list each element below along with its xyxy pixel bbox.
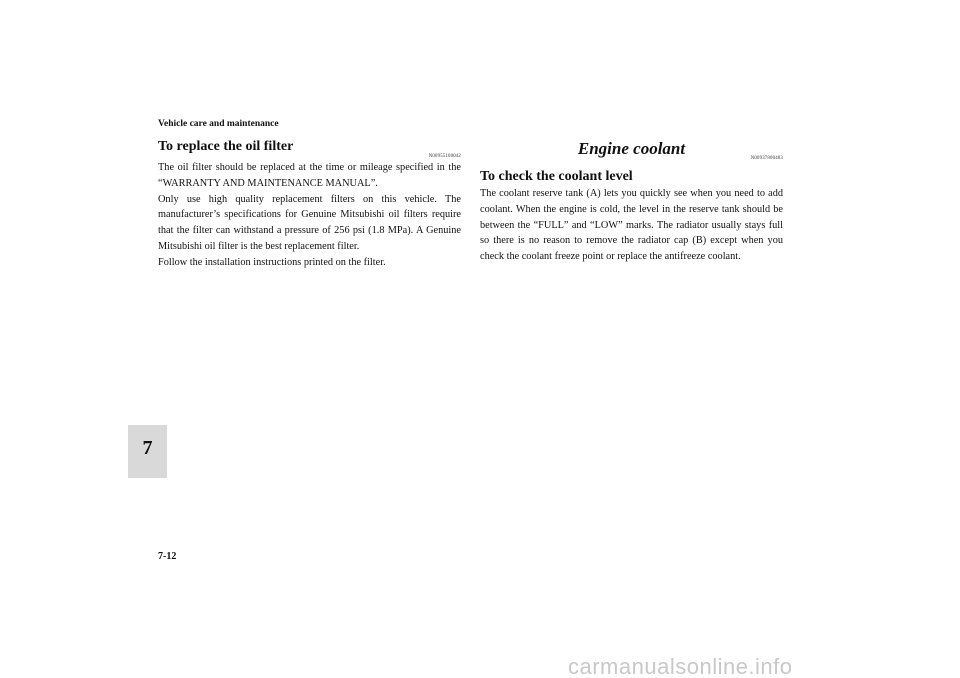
oil-filter-code: N00955100042 — [428, 154, 461, 159]
page-number: 7-12 — [158, 551, 177, 562]
oil-filter-paragraph-2: Only use high quality replacement filters on this vehicle. The manufacturer’s specifications for Genuine Mitsubishi oil filters require that the filter can withstand a pressure of 256 psi (1.8 MPa). A Genuine Mitsubishi oil filter is the best replacement filter. — [158, 193, 461, 252]
engine-coolant-title: Engine coolant — [577, 139, 686, 158]
oil-filter-paragraph-3: Follow the installation instructions printed on the filter. — [158, 256, 386, 268]
engine-coolant-code: N00937800483 — [750, 156, 783, 161]
oil-filter-paragraph-1: The oil filter should be replaced at the time or mileage specified in the “WARRANTY AND MAINTENANCE MANUAL”. — [158, 162, 461, 189]
section-header: Vehicle care and maintenance — [158, 119, 279, 129]
left-column — [158, 136, 461, 271]
right-column — [480, 136, 783, 265]
coolant-level-paragraph: The coolant reserve tank (A) lets you quickly see when you need to add coolant. When the engine is cold, the level in the reserve tank should be between the “FULL” and “LOW” marks. The radiator usually stays full so there is no reason to remove the radiator cap (B) except when you check the coolant freeze point or replace the antifreeze coolant. — [480, 188, 783, 263]
oil-filter-heading: To replace the oil filter — [158, 139, 294, 154]
chapter-tab — [128, 425, 167, 478]
chapter-number: 7 — [142, 437, 153, 459]
watermark: carmanualsonline.info — [568, 654, 793, 678]
coolant-level-heading: To check the coolant level — [480, 169, 633, 184]
